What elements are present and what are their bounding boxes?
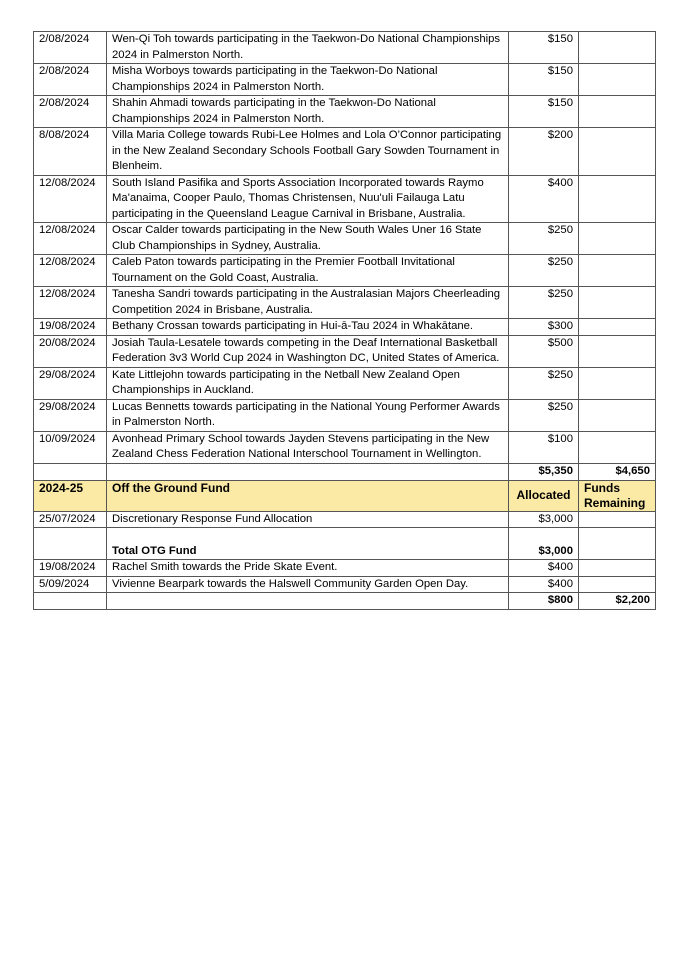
table-row <box>34 335 656 367</box>
otg-allocation-amount: $3,000 <box>509 511 579 528</box>
grant-description: Wen-Qi Toh towards participating in the Taekwon-Do National Championships 2024 in Palmerston North. <box>107 32 509 64</box>
grant-date: 10/09/2024 <box>34 431 107 463</box>
grant-amount: $150 <box>509 32 579 64</box>
table-row <box>34 560 656 577</box>
otg-total-amount: $3,000 <box>509 528 579 560</box>
otg-allocation-date: 25/07/2024 <box>34 511 107 528</box>
otg-total-label: Total OTG Fund <box>107 528 509 560</box>
grants-table <box>33 31 656 610</box>
empty-cell <box>579 128 656 176</box>
grant-amount: $400 <box>509 576 579 593</box>
remaining-header: Funds Remaining <box>579 480 656 511</box>
grant-description: Kate Littlejohn towards participating in the Netball New Zealand Open Championships in Auckland. <box>107 367 509 399</box>
grant-amount: $400 <box>509 175 579 223</box>
grant-description: Villa Maria College towards Rubi-Lee Holmes and Lola O’Connor participating in the New Zealand Secondary Schools Football Gary Sowden Tournament in Blenheim. <box>107 128 509 176</box>
otg-allocation-row <box>34 511 656 528</box>
table-row <box>34 255 656 287</box>
empty-cell <box>107 593 509 610</box>
grant-amount: $250 <box>509 367 579 399</box>
grant-description: Tanesha Sandri towards participating in the Australasian Majors Cheerleading Competition 2024 in Brisbane, Australia. <box>107 287 509 319</box>
grant-amount: $150 <box>509 96 579 128</box>
grant-amount: $500 <box>509 335 579 367</box>
otg-allocation-description: Discretionary Response Fund Allocation <box>107 511 509 528</box>
total-remaining: $4,650 <box>579 463 656 480</box>
table-row <box>34 128 656 176</box>
section-total-row <box>34 463 656 480</box>
grant-description: South Island Pasifika and Sports Association Incorporated towards Raymo Ma'anaima, Cooper Paulo, Thomas Christensen, Nuu'uli Failauga Latu participating in the Queensland League Carnival in Brisbane, Australia. <box>107 175 509 223</box>
otg-total-row <box>34 528 656 560</box>
grant-date: 2/08/2024 <box>34 96 107 128</box>
empty-cell <box>579 255 656 287</box>
grant-date: 12/08/2024 <box>34 255 107 287</box>
grant-description: Josiah Taula-Lesatele towards competing in the Deaf International Basketball Federation 3v3 World Cup 2024 in Washington DC, United States of America. <box>107 335 509 367</box>
grant-date: 29/08/2024 <box>34 367 107 399</box>
grant-amount: $250 <box>509 399 579 431</box>
empty-cell <box>579 335 656 367</box>
empty-cell <box>579 96 656 128</box>
grant-date: 8/08/2024 <box>34 128 107 176</box>
table-row <box>34 367 656 399</box>
grant-date: 19/08/2024 <box>34 319 107 336</box>
otg-header-row <box>34 480 656 511</box>
table-row <box>34 96 656 128</box>
table-row <box>34 175 656 223</box>
table-row <box>34 287 656 319</box>
empty-cell <box>579 511 656 528</box>
otg-year: 2024-25 <box>34 480 107 511</box>
grant-date: 29/08/2024 <box>34 399 107 431</box>
otg-fund-name: Off the Ground Fund <box>107 480 509 511</box>
empty-cell <box>579 528 656 560</box>
grant-amount: $400 <box>509 560 579 577</box>
total-allocated: $5,350 <box>509 463 579 480</box>
grant-date: 20/08/2024 <box>34 335 107 367</box>
grant-amount: $250 <box>509 255 579 287</box>
grant-amount: $200 <box>509 128 579 176</box>
grant-amount: $100 <box>509 431 579 463</box>
table-row <box>34 399 656 431</box>
empty-cell <box>579 64 656 96</box>
empty-cell <box>579 399 656 431</box>
grant-amount: $150 <box>509 64 579 96</box>
grant-description: Lucas Bennetts towards participating in the National Young Performer Awards in Palmerston North. <box>107 399 509 431</box>
empty-cell <box>579 175 656 223</box>
table-row <box>34 223 656 255</box>
grant-date: 19/08/2024 <box>34 560 107 577</box>
grant-date: 2/08/2024 <box>34 32 107 64</box>
table-row <box>34 576 656 593</box>
grant-date: 12/08/2024 <box>34 287 107 319</box>
grant-description: Vivienne Bearpark towards the Halswell Community Garden Open Day. <box>107 576 509 593</box>
grant-description: Rachel Smith towards the Pride Skate Event. <box>107 560 509 577</box>
empty-cell <box>579 223 656 255</box>
grant-date: 2/08/2024 <box>34 64 107 96</box>
empty-cell <box>34 463 107 480</box>
grant-date: 12/08/2024 <box>34 223 107 255</box>
table-row <box>34 64 656 96</box>
table-row <box>34 32 656 64</box>
grant-amount: $300 <box>509 319 579 336</box>
grant-amount: $250 <box>509 223 579 255</box>
grant-description: Caleb Paton towards participating in the Premier Football Invitational Tournament on the Gold Coast, Australia. <box>107 255 509 287</box>
grant-description: Oscar Calder towards participating in the New South Wales Uner 16 State Club Championships in Sydney, Australia. <box>107 223 509 255</box>
table-row <box>34 319 656 336</box>
grant-description: Shahin Ahmadi towards participating in the Taekwon-Do National Championships 2024 in Palmerston North. <box>107 96 509 128</box>
grant-description: Avonhead Primary School towards Jayden Stevens participating in the New Zealand Chess Federation National Interschool Tournament in Wellington. <box>107 431 509 463</box>
otg-final-row <box>34 593 656 610</box>
empty-cell <box>579 576 656 593</box>
grant-date: 5/09/2024 <box>34 576 107 593</box>
empty-cell <box>579 431 656 463</box>
empty-cell <box>579 367 656 399</box>
table-row <box>34 431 656 463</box>
grant-description: Misha Worboys towards participating in the Taekwon-Do National Championships 2024 in Palmerston North. <box>107 64 509 96</box>
otg-final-allocated: $800 <box>509 593 579 610</box>
empty-cell <box>579 319 656 336</box>
grant-date: 12/08/2024 <box>34 175 107 223</box>
empty-cell <box>34 593 107 610</box>
empty-cell <box>579 32 656 64</box>
empty-cell <box>107 463 509 480</box>
empty-cell <box>34 528 107 560</box>
allocated-header: Allocated <box>509 480 579 511</box>
empty-cell <box>579 560 656 577</box>
grant-amount: $250 <box>509 287 579 319</box>
otg-final-remaining: $2,200 <box>579 593 656 610</box>
empty-cell <box>579 287 656 319</box>
grant-description: Bethany Crossan towards participating in Hui-ā-Tau 2024 in Whakātane. <box>107 319 509 336</box>
